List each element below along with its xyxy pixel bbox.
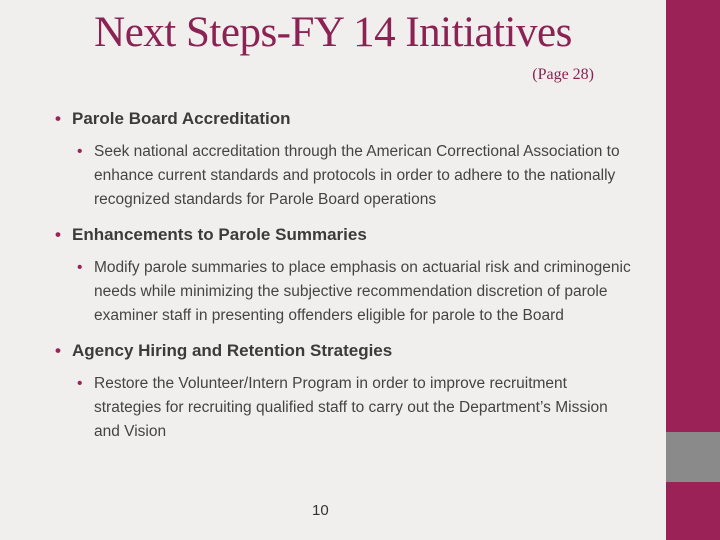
bullet-heading (55, 106, 645, 132)
bullet-dot-icon: • (55, 341, 61, 360)
bullet-group (55, 338, 645, 444)
bullet-dot-icon: • (55, 109, 61, 128)
bullet-list (55, 106, 645, 454)
slide-title: Next Steps-FY 14 Initiatives (94, 9, 572, 56)
sub-bullet-text: Seek national accreditation through the American Correctional Association to enhance current standards and protocols in order to adhere to the nationally recognized standards for Parole Board operations (94, 143, 620, 208)
bullet-heading-text: Enhancements to Parole Summaries (72, 225, 367, 244)
sub-bullet (55, 140, 634, 212)
bullet-heading-text: Agency Hiring and Retention Strategies (72, 341, 393, 360)
bullet-heading (55, 338, 645, 364)
sub-bullet-text: Restore the Volunteer/Intern Program in order to improve recruitment strategies for recruiting qualified staff to carry out the Department’s Mission and Vision (94, 375, 608, 440)
sub-bullet-text: Modify parole summaries to place emphasis on actuarial risk and criminogenic needs while minimizing the subjective recommendation discretion of parole examiner staff in presenting offenders eligible for parole to the Board (94, 259, 631, 324)
bullet-group (55, 222, 645, 328)
sub-bullet (55, 372, 629, 444)
sidebar-grey-band (666, 432, 720, 482)
bullet-heading (55, 222, 645, 248)
bullet-dot-icon: • (77, 259, 83, 276)
bullet-heading-text: Parole Board Accreditation (72, 109, 291, 128)
bullet-dot-icon: • (77, 375, 83, 392)
page-number: 10 (312, 502, 329, 519)
bullet-dot-icon: • (55, 225, 61, 244)
page-reference: (Page 28) (532, 66, 594, 83)
bullet-group (55, 106, 645, 212)
sub-bullet (55, 256, 639, 328)
bullet-dot-icon: • (77, 143, 83, 160)
